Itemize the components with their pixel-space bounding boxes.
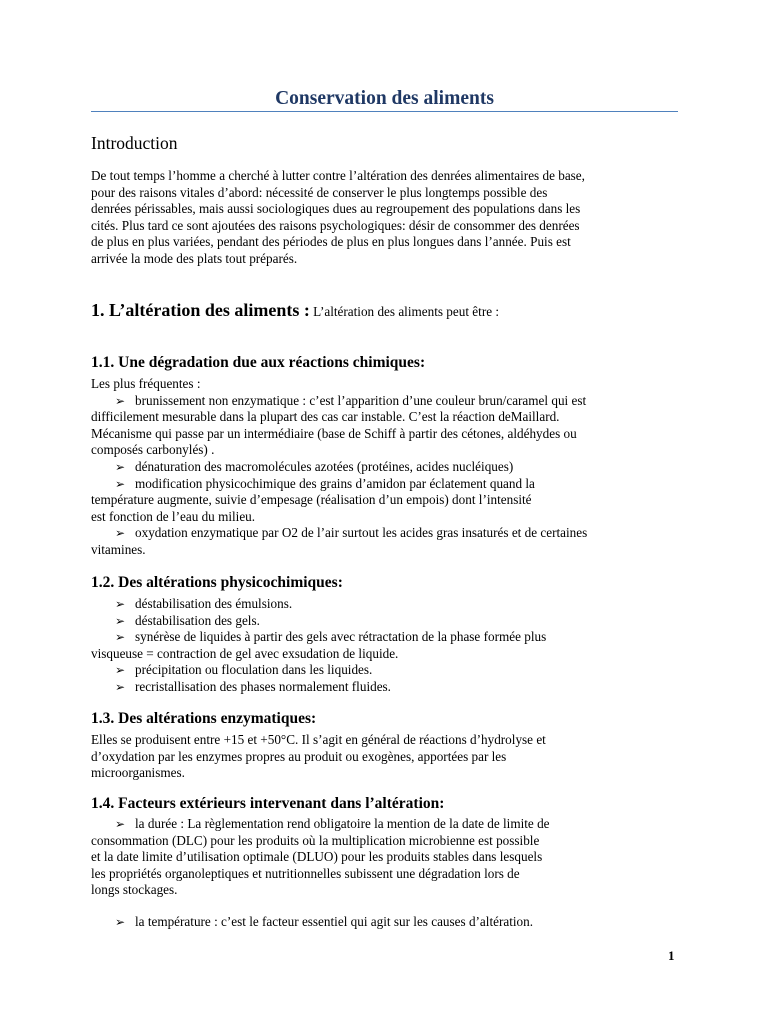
arrow-bullet-icon: ➢ bbox=[115, 630, 126, 645]
bullet-item: ➢ déstabilisation des gels. bbox=[91, 613, 678, 630]
text-line: les propriétés organoleptiques et nutritionnelles subissent une dégradation lors de bbox=[91, 865, 520, 881]
text-line: denrées périssables, mais aussi sociologiques dues au regroupement des populations dans les bbox=[91, 201, 581, 217]
text-line: est fonction de l’eau du milieu. bbox=[91, 508, 256, 524]
arrow-bullet-icon: ➢ bbox=[115, 915, 126, 929]
text-line: De tout temps l’homme a cherché à lutter contre l’altération des denrées alimentaires de base, bbox=[91, 168, 585, 183]
arrow-bullet-icon: ➢ bbox=[115, 526, 126, 541]
title-underline bbox=[91, 111, 678, 112]
arrow-bullet-icon: ➢ bbox=[115, 663, 126, 678]
bullet-item: ➢ dénaturation des macromolécules azotées (protéines, acides nucléiques) bbox=[91, 459, 678, 476]
text-line: température augmente, suivie d’empesage (réalisation d’un empois) dont l’intensité bbox=[91, 492, 532, 508]
section-1-2-heading: 1.2. Des altérations physicochimiques: bbox=[91, 574, 343, 591]
intro-paragraph bbox=[91, 168, 678, 268]
bullet-item: ➢ la température : c’est le facteur essentiel qui agit sur les causes d’altération. bbox=[91, 914, 678, 931]
bullet-item: ➢ oxydation enzymatique par O2 de l’air surtout les acides gras insaturés et de certaines bbox=[91, 525, 678, 542]
text-line: Elles se produisent entre +15 et +50°C. Il s’agit en général de réactions d’hydrolyse et bbox=[91, 732, 546, 747]
text-line: longs stockages. bbox=[91, 882, 178, 898]
text-line: pour des raisons vitales d’abord: nécessité de conserver le plus longtemps possible des bbox=[91, 184, 548, 200]
section-1-tail: L’altération des aliments peut être : bbox=[309, 304, 500, 319]
section-1-3-heading: 1.3. Des altérations enzymatiques: bbox=[91, 710, 317, 727]
arrow-bullet-icon: ➢ bbox=[115, 817, 126, 831]
arrow-bullet-icon: ➢ bbox=[115, 393, 126, 408]
text-line: Mécanisme qui passe par un intermédiaire (base de Schiff à partir des cétones, aldéhydes ou bbox=[91, 425, 577, 441]
text-line: consommation (DLC) pour les produits où la multiplication microbienne est possible bbox=[91, 832, 540, 848]
bullet-item: ➢ modification physicochimique des grains d’amidon par éclatement quand la bbox=[91, 476, 678, 493]
intro-heading: Introduction bbox=[91, 133, 178, 153]
text-line: difficilement mesurable dans la plupart des cas car instable. C’est la réaction deMaillard. bbox=[91, 409, 560, 425]
text-line: Les plus fréquentes : bbox=[91, 376, 201, 391]
text-line: visqueuse = contraction de gel avec exsudation de liquide. bbox=[91, 645, 399, 661]
arrow-bullet-icon: ➢ bbox=[115, 476, 126, 491]
bullet-item: ➢ précipitation ou floculation dans les liquides. bbox=[91, 662, 678, 679]
section-1-4-heading: 1.4. Facteurs extérieurs intervenant dans l’altération: bbox=[91, 795, 445, 812]
section-1-1-body bbox=[91, 376, 678, 559]
text-line: composés carbonylés) . bbox=[91, 442, 215, 458]
section-1-heading bbox=[91, 299, 678, 323]
arrow-bullet-icon: ➢ bbox=[115, 679, 126, 694]
arrow-bullet-icon: ➢ bbox=[115, 459, 126, 474]
bullet-item: ➢ synérèse de liquides à partir des gels avec rétractation de la phase formée plus bbox=[91, 629, 678, 646]
text-line: arrivée la mode des plats tout préparés. bbox=[91, 250, 298, 266]
section-1-2-body bbox=[91, 596, 678, 696]
arrow-bullet-icon: ➢ bbox=[115, 613, 126, 628]
page-number: 1 bbox=[668, 948, 675, 963]
section-1-3-body bbox=[91, 732, 678, 782]
page-title: Conservation des aliments bbox=[275, 88, 494, 109]
bullet-item: ➢ recristallisation des phases normalement fluides. bbox=[91, 679, 678, 696]
text-line: vitamines. bbox=[91, 541, 146, 557]
bullet-item: ➢ déstabilisation des émulsions. bbox=[91, 596, 678, 613]
text-line: cités. Plus tard ce sont ajoutées des raisons psychologiques: désir de consommer des denrées bbox=[91, 217, 580, 233]
section-1-4-body bbox=[91, 816, 678, 899]
text-line: de plus en plus variées, pendant des périodes de plus en plus longues dans l’année. Puis est bbox=[91, 234, 571, 250]
text-line: et la date limite d’utilisation optimale (DLUO) pour les produits stables dans lesquels bbox=[91, 849, 543, 865]
bullet-item: ➢ la durée : La règlementation rend obligatoire la mention de la date de limite de bbox=[91, 816, 678, 833]
text-line: d’oxydation par les enzymes propres au produit ou exogènes, apportées par les bbox=[91, 748, 507, 764]
text-line: microorganismes. bbox=[91, 765, 185, 781]
arrow-bullet-icon: ➢ bbox=[115, 597, 126, 611]
section-1-title: 1. L’altération des aliments : bbox=[91, 300, 310, 320]
bullet-item: ➢ brunissement non enzymatique : c’est l’apparition d’une couleur brun/caramel qui est bbox=[91, 393, 678, 410]
section-1-1-heading: 1.1. Une dégradation due aux réactions chimiques: bbox=[91, 354, 426, 371]
section-1-4-body-2 bbox=[91, 914, 678, 931]
